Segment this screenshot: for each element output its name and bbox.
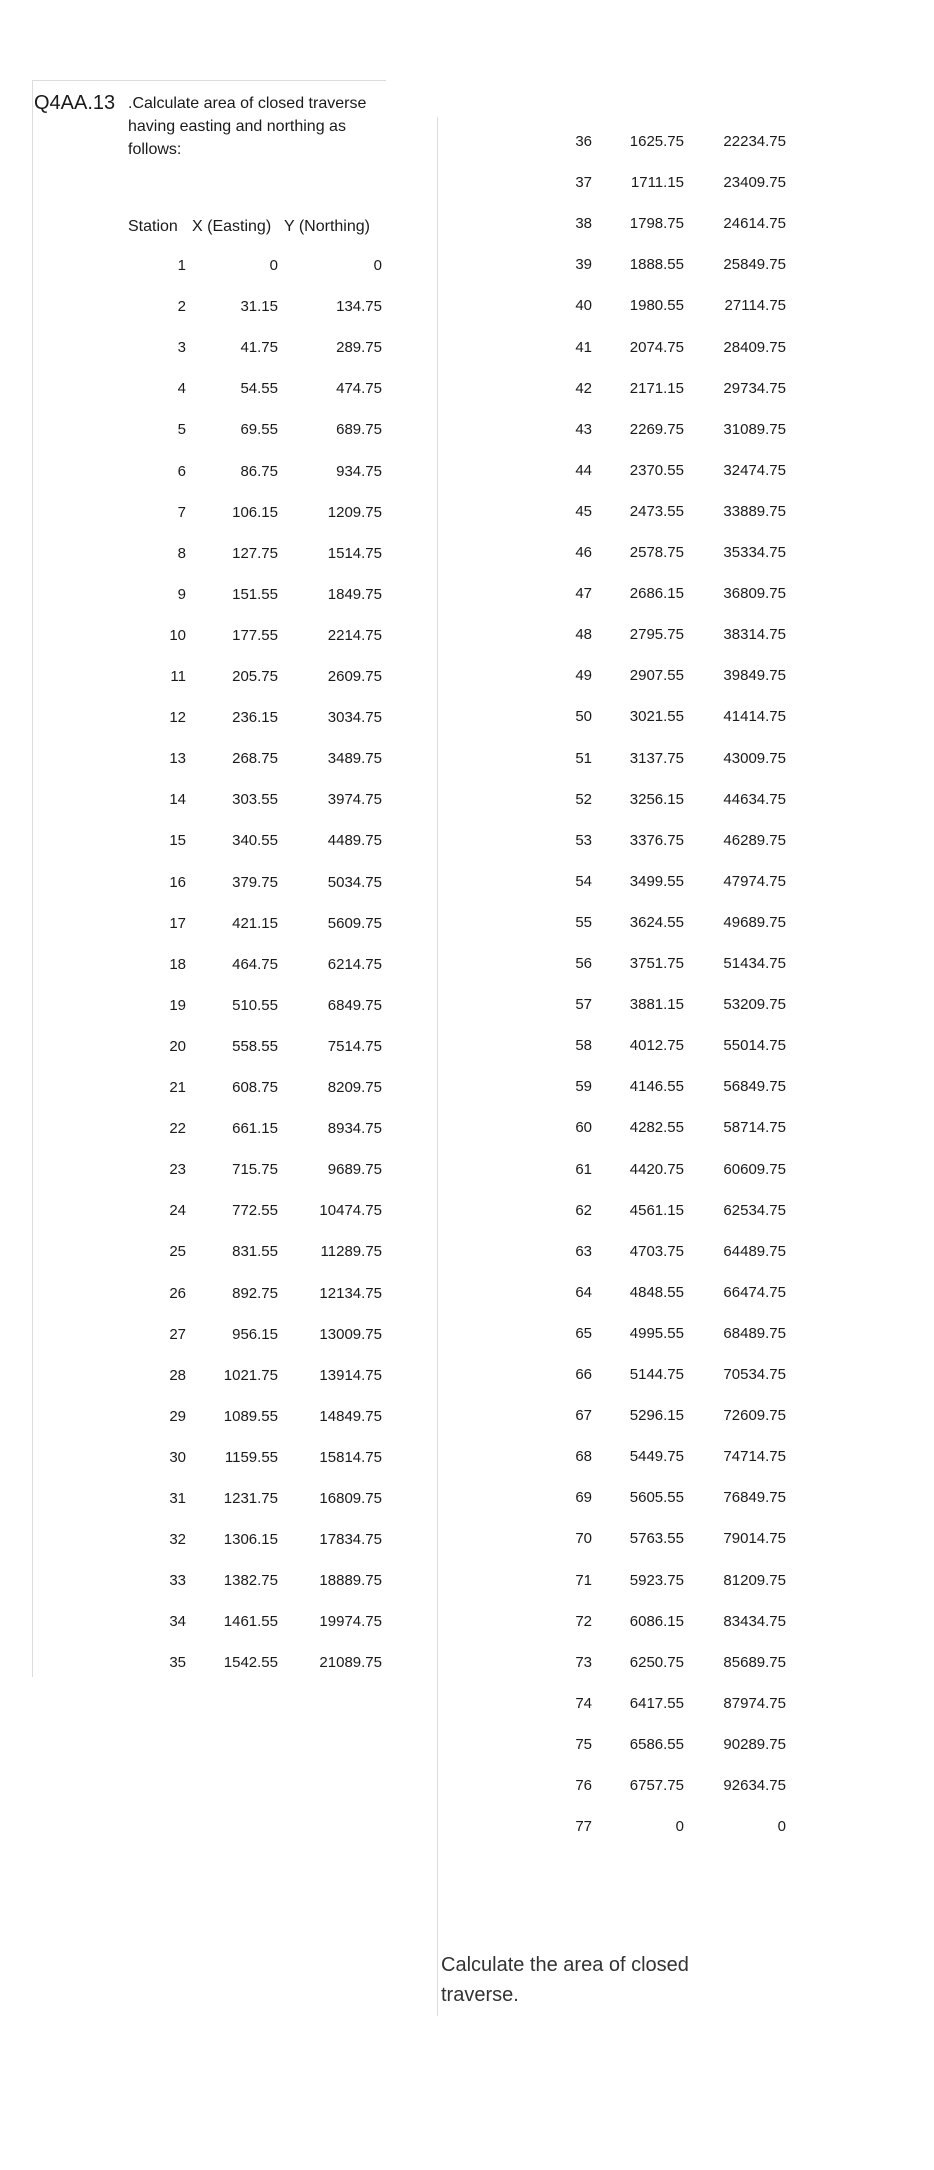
northing-cell: 66474.75	[723, 1283, 786, 1301]
northing-cell: 36809.75	[723, 585, 786, 603]
northing-cell: 49689.75	[723, 913, 786, 931]
table-row	[0, 1736, 934, 1777]
station-cell: 15	[169, 832, 186, 850]
easting-cell: 4995.55	[629, 1324, 684, 1342]
northing-cell: 13914.75	[319, 1366, 382, 1384]
easting-cell: 2907.55	[629, 667, 684, 685]
station-cell: 55	[575, 913, 592, 931]
table-row	[0, 1243, 934, 1284]
station-cell: 14	[169, 791, 186, 809]
station-cell: 30	[169, 1448, 186, 1466]
table-row	[0, 339, 934, 380]
table-row	[0, 1078, 934, 1119]
station-cell: 37	[575, 174, 592, 192]
question-label: Q4AA.13	[34, 92, 116, 114]
northing-cell: 6214.75	[327, 955, 382, 973]
station-cell: 62	[575, 1201, 592, 1219]
table-row	[0, 1530, 934, 1571]
question-text: .Calculate area of closed traverse having easting and northing as follows:	[128, 95, 367, 158]
northing-cell: 17834.75	[319, 1531, 382, 1549]
station-cell: 10	[169, 626, 186, 644]
northing-cell: 21089.75	[319, 1654, 382, 1672]
easting-cell: 1542.55	[223, 1654, 278, 1672]
northing-cell: 6849.75	[327, 996, 382, 1014]
station-cell: 74	[575, 1694, 592, 1712]
table-row	[0, 297, 934, 338]
northing-cell: 2609.75	[327, 668, 382, 685]
station-cell: 29	[169, 1407, 186, 1425]
station-cell: 77	[575, 1818, 592, 1836]
station-cell: 35	[169, 1654, 186, 1672]
northing-cell: 22234.75	[723, 133, 786, 150]
table-row	[0, 1037, 934, 1078]
station-cell: 43	[575, 420, 592, 438]
easting-cell: 2269.75	[629, 420, 684, 438]
station-cell: 33	[169, 1572, 186, 1590]
northing-cell: 14849.75	[319, 1407, 382, 1425]
northing-cell: 474.75	[336, 380, 382, 398]
easting-cell: 2473.55	[629, 502, 684, 520]
easting-cell: 956.15	[232, 1325, 278, 1343]
northing-cell: 1209.75	[327, 503, 382, 521]
northing-cell: 33889.75	[723, 502, 786, 520]
station-cell: 75	[575, 1735, 592, 1753]
easting-cell: 3137.75	[629, 749, 684, 767]
table-row	[0, 750, 934, 791]
table-row	[0, 421, 934, 462]
station-cell: 6	[177, 462, 186, 480]
table-row	[0, 380, 934, 421]
easting-cell: 31.15	[240, 298, 278, 316]
easting-cell: 268.75	[232, 750, 278, 768]
table-row	[0, 1613, 934, 1654]
easting-cell: 4561.15	[629, 1201, 684, 1219]
easting-cell: 151.55	[232, 585, 278, 603]
northing-cell: 56849.75	[723, 1078, 786, 1096]
station-cell: 71	[575, 1571, 592, 1589]
station-cell: 25	[169, 1243, 186, 1261]
northing-cell: 60609.75	[723, 1160, 786, 1178]
northing-cell: 16809.75	[319, 1490, 382, 1507]
table-row	[0, 215, 934, 256]
table-row	[0, 1777, 934, 1818]
table-row	[0, 996, 934, 1037]
easting-cell: 303.55	[232, 791, 278, 809]
easting-cell: 1159.55	[224, 1448, 278, 1466]
northing-cell: 64489.75	[723, 1242, 786, 1260]
table-row	[0, 256, 934, 297]
station-cell: 20	[169, 1037, 186, 1055]
station-cell: 9	[177, 585, 186, 603]
header-easting: X (Easting)	[192, 218, 272, 235]
table-row	[0, 1572, 934, 1613]
station-cell: 58	[575, 1037, 592, 1055]
easting-cell: 2686.15	[629, 585, 684, 603]
station-cell: 70	[575, 1530, 592, 1548]
northing-cell: 68489.75	[723, 1324, 786, 1342]
easting-cell: 4146.55	[629, 1078, 684, 1096]
easting-cell: 608.75	[232, 1079, 278, 1096]
station-cell: 23	[169, 1161, 186, 1179]
easting-cell: 4703.75	[629, 1242, 684, 1260]
northing-cell: 3489.75	[327, 750, 382, 768]
station-cell: 12	[169, 709, 186, 727]
worksheet-top-border	[32, 80, 386, 81]
easting-cell: 5923.75	[629, 1571, 684, 1589]
station-cell: 51	[575, 749, 592, 767]
easting-cell: 4282.55	[629, 1119, 684, 1137]
table-row	[0, 1654, 934, 1695]
easting-cell: 41.75	[240, 339, 278, 357]
table-row	[0, 174, 934, 215]
station-cell: 69	[575, 1489, 592, 1507]
northing-cell: 19974.75	[319, 1613, 382, 1631]
northing-cell: 7514.75	[327, 1037, 382, 1055]
easting-cell: 2370.55	[629, 461, 684, 479]
easting-cell: 5449.75	[629, 1448, 684, 1466]
northing-cell: 12134.75	[319, 1284, 382, 1302]
easting-cell: 2578.75	[629, 544, 684, 561]
table-row	[0, 1119, 934, 1160]
northing-cell: 289.75	[336, 339, 382, 357]
station-cell: 46	[575, 544, 592, 561]
header-northing: Y (Northing)	[284, 218, 370, 235]
station-cell: 32	[169, 1531, 186, 1549]
northing-cell: 83434.75	[723, 1612, 786, 1630]
easting-cell: 127.75	[232, 544, 278, 562]
station-cell: 21	[169, 1079, 186, 1096]
table-row	[0, 462, 934, 503]
station-cell: 38	[575, 215, 592, 233]
easting-cell: 715.75	[232, 1161, 278, 1179]
easting-cell: 1980.55	[629, 297, 684, 315]
northing-cell: 74714.75	[723, 1448, 786, 1466]
northing-cell: 0	[373, 257, 382, 274]
northing-cell: 87974.75	[723, 1694, 786, 1712]
northing-cell: 10474.75	[319, 1202, 382, 1220]
easting-cell: 2795.75	[629, 626, 684, 644]
northing-cell: 81209.75	[723, 1571, 786, 1589]
easting-cell: 1798.75	[629, 215, 684, 233]
northing-cell: 5609.75	[327, 914, 382, 932]
easting-cell: 4848.55	[629, 1283, 684, 1301]
northing-cell: 51434.75	[723, 955, 786, 972]
station-cell: 76	[575, 1777, 592, 1794]
northing-cell: 39849.75	[723, 667, 786, 685]
station-cell: 54	[575, 872, 592, 890]
northing-cell: 62534.75	[723, 1201, 786, 1219]
station-cell: 1	[177, 257, 186, 274]
station-cell: 49	[575, 667, 592, 685]
northing-cell: 25849.75	[723, 256, 786, 274]
northing-cell: 134.75	[336, 298, 382, 316]
station-cell: 47	[575, 585, 592, 603]
table-row	[0, 503, 934, 544]
northing-cell: 24614.75	[723, 215, 786, 233]
table-row	[0, 1407, 934, 1448]
station-cell: 73	[575, 1653, 592, 1671]
station-cell: 68	[575, 1448, 592, 1466]
northing-cell: 8209.75	[327, 1079, 382, 1096]
station-cell: 64	[575, 1283, 592, 1301]
northing-cell: 689.75	[336, 421, 382, 439]
northing-cell: 38314.75	[723, 626, 786, 644]
station-cell: 22	[169, 1120, 186, 1138]
northing-cell: 3974.75	[327, 791, 382, 809]
station-cell: 65	[575, 1324, 592, 1342]
station-cell: 13	[169, 750, 186, 768]
easting-cell: 661.15	[232, 1120, 278, 1138]
northing-cell: 3034.75	[327, 709, 382, 727]
station-cell: 31	[169, 1490, 186, 1507]
northing-cell: 11289.75	[320, 1243, 382, 1261]
northing-cell: 29734.75	[723, 379, 786, 397]
northing-cell: 15814.75	[319, 1448, 382, 1466]
station-cell: 53	[575, 831, 592, 849]
easting-cell: 1625.75	[629, 133, 684, 150]
easting-cell: 1461.55	[223, 1613, 278, 1631]
station-cell: 16	[169, 873, 186, 891]
station-cell: 61	[575, 1160, 592, 1178]
table-row	[0, 1489, 934, 1530]
table-row	[0, 667, 934, 708]
station-cell: 5	[177, 421, 186, 439]
easting-cell: 3499.55	[629, 872, 684, 890]
northing-cell: 76849.75	[723, 1489, 786, 1507]
table-row	[0, 544, 934, 585]
table-row	[0, 708, 934, 749]
station-cell: 63	[575, 1242, 592, 1260]
northing-cell: 79014.75	[723, 1530, 786, 1548]
northing-cell: 53209.75	[723, 996, 786, 1014]
northing-cell: 9689.75	[327, 1161, 382, 1179]
station-cell: 48	[575, 626, 592, 644]
northing-cell: 85689.75	[723, 1653, 786, 1671]
easting-cell: 5605.55	[629, 1489, 684, 1507]
northing-cell: 934.75	[336, 462, 382, 480]
station-cell: 60	[575, 1119, 592, 1137]
northing-cell: 4489.75	[327, 832, 382, 850]
station-cell: 24	[169, 1202, 186, 1220]
northing-cell: 72609.75	[723, 1407, 786, 1425]
table-row	[0, 955, 934, 996]
easting-cell: 831.55	[232, 1243, 278, 1261]
station-cell: 36	[575, 133, 592, 150]
table-row	[0, 791, 934, 832]
table-row	[0, 1818, 934, 1859]
easting-cell: 1888.55	[629, 256, 684, 274]
easting-cell: 558.55	[232, 1037, 278, 1055]
station-cell: 42	[575, 379, 592, 397]
northing-cell: 90289.75	[723, 1735, 786, 1753]
easting-cell: 3624.55	[629, 913, 684, 931]
easting-cell: 54.55	[240, 380, 278, 398]
easting-cell: 464.75	[232, 955, 278, 973]
northing-cell: 5034.75	[327, 873, 382, 891]
easting-cell: 2074.75	[629, 338, 684, 356]
table-row	[0, 1448, 934, 1489]
table-row	[0, 133, 934, 174]
table-row	[0, 832, 934, 873]
northing-cell: 58714.75	[723, 1119, 786, 1137]
northing-cell: 27114.75	[724, 297, 786, 315]
northing-cell: 23409.75	[723, 174, 786, 192]
table-row	[0, 1366, 934, 1407]
northing-cell: 13009.75	[319, 1325, 382, 1343]
northing-cell: 28409.75	[723, 338, 786, 356]
easting-cell: 86.75	[240, 462, 278, 480]
northing-cell: 0	[777, 1818, 786, 1836]
station-cell: 11	[170, 668, 186, 685]
easting-cell: 772.55	[232, 1202, 278, 1220]
northing-cell: 43009.75	[723, 749, 786, 767]
easting-cell: 510.55	[232, 996, 278, 1014]
table-row	[0, 1202, 934, 1243]
easting-cell: 236.15	[232, 709, 278, 727]
station-cell: 44	[575, 461, 592, 479]
easting-cell: 3376.75	[629, 831, 684, 849]
station-cell: 40	[575, 297, 592, 315]
station-cell: 45	[575, 502, 592, 520]
footer-instruction: Calculate the area of closed traverse.	[441, 1954, 689, 2006]
easting-cell: 6250.75	[629, 1653, 684, 1671]
station-cell: 72	[575, 1612, 592, 1630]
easting-cell: 69.55	[240, 421, 278, 439]
easting-cell: 1711.15	[630, 174, 684, 192]
easting-cell: 5296.15	[629, 1407, 684, 1425]
station-cell: 17	[169, 914, 186, 932]
station-cell: 2	[177, 298, 186, 316]
station-cell: 39	[575, 256, 592, 274]
easting-cell: 0	[675, 1818, 684, 1836]
station-cell: 19	[169, 996, 186, 1014]
table-row	[0, 1695, 934, 1736]
northing-cell: 32474.75	[723, 461, 786, 479]
easting-cell: 3751.75	[629, 955, 684, 972]
table-row	[0, 873, 934, 914]
northing-cell: 35334.75	[723, 544, 786, 561]
northing-cell: 8934.75	[327, 1120, 382, 1138]
station-cell: 59	[575, 1078, 592, 1096]
table-row	[0, 585, 934, 626]
easting-cell: 892.75	[232, 1284, 278, 1302]
table-row	[0, 1161, 934, 1202]
easting-cell: 4420.75	[629, 1160, 684, 1178]
easting-cell: 6417.55	[629, 1694, 684, 1712]
easting-cell: 0	[269, 257, 278, 274]
northing-cell: 1849.75	[327, 585, 382, 603]
station-cell: 28	[169, 1366, 186, 1384]
easting-cell: 1089.55	[223, 1407, 278, 1425]
easting-cell: 177.55	[232, 626, 278, 644]
station-cell: 56	[575, 955, 592, 972]
northing-cell: 18889.75	[319, 1572, 382, 1590]
easting-cell: 340.55	[232, 832, 278, 850]
easting-cell: 6086.15	[629, 1612, 684, 1630]
station-cell: 8	[177, 544, 186, 562]
station-cell: 50	[575, 708, 592, 726]
station-cell: 67	[575, 1407, 592, 1425]
northing-cell: 55014.75	[723, 1037, 786, 1055]
easting-cell: 3256.15	[629, 790, 684, 808]
easting-cell: 6757.75	[629, 1777, 684, 1794]
easting-cell: 106.15	[232, 503, 278, 521]
northing-cell: 46289.75	[723, 831, 786, 849]
easting-cell: 1021.75	[223, 1366, 278, 1384]
northing-cell: 92634.75	[723, 1777, 786, 1794]
easting-cell: 5144.75	[629, 1366, 684, 1383]
station-cell: 52	[575, 790, 592, 808]
easting-cell: 6586.55	[629, 1735, 684, 1753]
northing-cell: 44634.75	[723, 790, 786, 808]
station-cell: 4	[177, 380, 186, 398]
easting-cell: 379.75	[232, 873, 278, 891]
station-cell: 66	[575, 1366, 592, 1383]
station-cell: 27	[169, 1325, 186, 1343]
station-cell: 18	[169, 955, 186, 973]
easting-cell: 2171.15	[629, 379, 684, 397]
northing-cell: 41414.75	[723, 708, 786, 726]
northing-cell: 2214.75	[327, 626, 382, 644]
station-cell: 7	[177, 503, 186, 521]
easting-cell: 3881.15	[629, 996, 684, 1014]
easting-cell: 3021.55	[629, 708, 684, 726]
table-row	[0, 626, 934, 667]
easting-cell: 5763.55	[629, 1530, 684, 1548]
station-cell: 41	[575, 338, 592, 356]
easting-cell: 421.15	[232, 914, 278, 932]
northing-cell: 31089.75	[723, 420, 786, 438]
easting-cell: 1382.75	[223, 1572, 278, 1590]
easting-cell: 205.75	[232, 668, 278, 685]
northing-cell: 1514.75	[327, 544, 382, 562]
station-cell: 26	[169, 1284, 186, 1302]
station-cell: 3	[177, 339, 186, 357]
header-station: Station	[128, 218, 178, 235]
table-row	[0, 1284, 934, 1325]
table-row	[0, 914, 934, 955]
northing-cell: 47974.75	[723, 872, 786, 890]
station-cell: 57	[575, 996, 592, 1014]
table-row	[0, 1325, 934, 1366]
station-cell: 34	[169, 1613, 186, 1631]
easting-cell: 1306.15	[223, 1531, 278, 1549]
easting-cell: 4012.75	[629, 1037, 684, 1055]
easting-cell: 1231.75	[223, 1490, 278, 1507]
northing-cell: 70534.75	[723, 1366, 786, 1383]
